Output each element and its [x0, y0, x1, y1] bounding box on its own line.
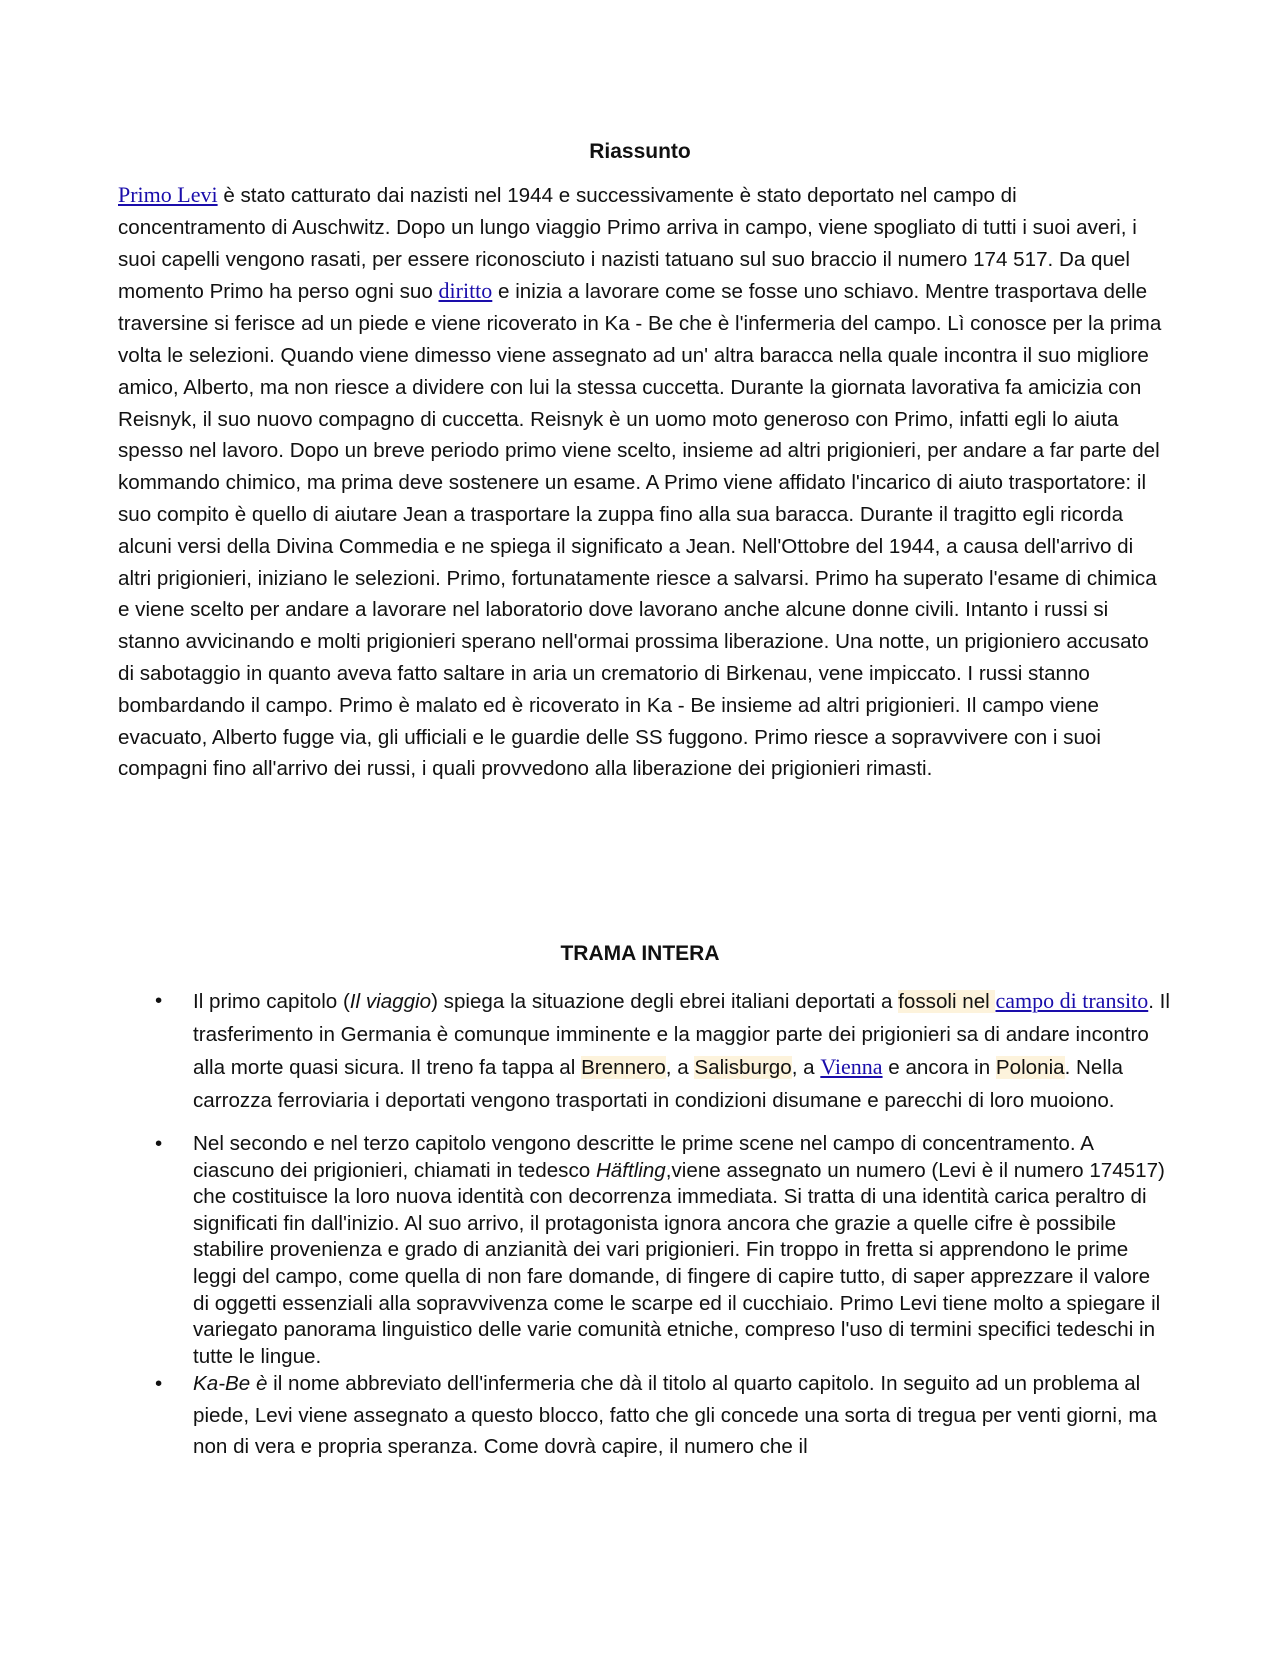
- section-title-trama-intera: TRAMA INTERA: [560, 942, 720, 965]
- bullet-icon: •: [155, 1372, 163, 1396]
- list-item: [118, 985, 1170, 1117]
- summary-text-2: e inizia a lavorare come se fosse uno schiavo. Mentre trasportava delle traversine si ferisce ad un piede e viene ricoverato in Ka - Be che è l'infermeria del campo. Lì conosce per la prima volta le selezioni. Quando viene dimesso viene assegnato ad un' altra baracca nella quale incontra il suo migliore amico, Alberto, ma non riesce a dividere con lui la stessa cuccetta. Durante la giornata lavorativa fa amicizia con Reisnyk, il suo nuovo compagno di cuccetta. Reisnyk è un uomo moto generoso con Primo, infatti egli lo aiuta spesso nel lavoro. Dopo un breve periodo primo viene scelto, insieme ad altri prigionieri, per andare a far parte del kommando chimico, ma prima deve sostenere un esame. A Primo viene affidato l'incarico di aiuto trasportatore: il suo compito è quello di aiutare Jean a trasportare la zuppa fino alla sua baracca. Durante il tragitto egli ricorda alcuni versi della Divina Commedia e ne spiega il significato a Jean. Nell'Ottobre del 1944, a causa dell'arrivo di altri prigionieri, iniziano le selezioni. Primo, fortunatamente riesce a salvarsi. Primo ha superato l'esame di chimica e viene scelto per andare a lavorare nel laboratorio dove lavorano anche alcune donne civili. Intanto i russi si stanno avvicinando e molti prigionieri sperano nell'ormai prossima liberazione. Una notte, un prigioniero accusato di sabotaggio in quanto aveva fatto saltare in aria un crematorio di Birkenau, vene impiccato. I russi stanno bombardando il campo. Primo è malato ed è ricoverato in Ka - Be insieme ad altri prigionieri. Il campo viene evacuato, Alberto fugge via, gli ufficiali e le guardie delle SS fuggono. Primo riesce a sopravvivere con i suoi compagni fino all'arrivo dei russi, i quali provvedono alla liberazione dei prigionieri rimasti.: [118, 280, 1162, 781]
- item1-text-4: , a: [665, 1056, 695, 1079]
- item1-text-5: , a: [791, 1056, 821, 1079]
- item2-text-1: Nel secondo e nel terzo capitolo vengono descritte le prime scene nel campo di concentramento. A ciascuno dei prigionieri, chiamati in tedesco: [193, 1132, 1093, 1182]
- item1-text-7: . Nella carrozza ferroviaria i deportati vengono trasportati in condizioni disumane e parecchi di loro muoiono.: [193, 1056, 1123, 1112]
- item1-italic-il-viaggio: Il viaggio: [349, 990, 432, 1013]
- item1-highlight-fossoli: fossoli nel: [898, 990, 996, 1013]
- link-vienna[interactable]: Vienna: [820, 1054, 883, 1079]
- item1-text-2: ) spiega la situazione degli ebrei italiani deportati a: [431, 990, 899, 1013]
- link-primo-levi[interactable]: Primo Levi: [118, 182, 218, 207]
- item3-text-1: il nome abbreviato dell'infermeria che dà il titolo al quarto capitolo. In seguito ad un problema al piede, Levi viene assegnato a questo blocco, fatto che gli concede una sorta di tregua per venti giorni, ma non di vera e propria speranza. Come dovrà capire, il numero che il: [193, 1372, 1157, 1459]
- item1-text-1: Il primo capitolo (: [193, 990, 350, 1013]
- trama-list: [118, 985, 1170, 1463]
- item2-text-2: ,viene assegnato un numero (Levi è il numero 174517) che costituisce la loro nuova identità con decorrenza immediata. Si tratta di una identità carica peraltro di significati fin dall'inizio. Al suo arrivo, il protagonista ignora ancora che grazie a quelle cifre è possibile stabilire provenienza e grado di anzianità dei vari prigionieri. Fin troppo in fretta si apprendono le prime leggi del campo, come quella di non fare domande, di fingere di capire tutto, di saper apprezzare il valore di oggetti essenziali alla sopravvivenza come le scarpe ed il cucchiaio. Primo Levi tiene molto a spiegare il variegato panorama linguistico delle varie comunità etniche, compreso l'uso di termini specifici tedeschi in tutte le lingue.: [193, 1158, 1165, 1368]
- summary-text-1: è stato catturato dai nazisti nel 1944 e successivamente è stato deportato nel campo di concentramento di Auschwitz. Dopo un lungo viaggio Primo arriva in campo, viene spogliato di tutti i suoi averi, i suoi capelli vengono rasati, per essere riconosciuto i nazisti tatuano sul suo braccio il numero 174 517. Da quel momento Primo ha perso ogni suo: [118, 184, 1137, 304]
- section-title-riassunto: Riassunto: [589, 140, 691, 163]
- item2-italic-haftling: Häftling: [595, 1158, 666, 1182]
- item1-text-3: . Il trasferimento in Germania è comunque imminente e la maggior parte dei prigionieri sa di andare incontro alla morte quasi sicura. Il treno fa tappa al: [193, 990, 1170, 1079]
- item1-highlight-polonia: Polonia: [995, 1056, 1065, 1079]
- bullet-icon: •: [155, 989, 163, 1012]
- bullet-icon: •: [155, 1132, 163, 1155]
- item1-highlight-brennero: Brennero: [581, 1056, 666, 1079]
- summary-paragraph: [118, 179, 1170, 785]
- list-item: [118, 1131, 1170, 1370]
- link-diritto[interactable]: diritto: [438, 278, 493, 304]
- item1-highlight-salisburgo: Salisburgo: [694, 1056, 792, 1079]
- item1-text-6: e ancora in: [882, 1056, 996, 1079]
- link-campo-di-transito[interactable]: campo di transito: [995, 988, 1149, 1013]
- item3-italic-ka-be: Ka-Be è: [193, 1372, 268, 1396]
- list-item: [118, 1368, 1170, 1463]
